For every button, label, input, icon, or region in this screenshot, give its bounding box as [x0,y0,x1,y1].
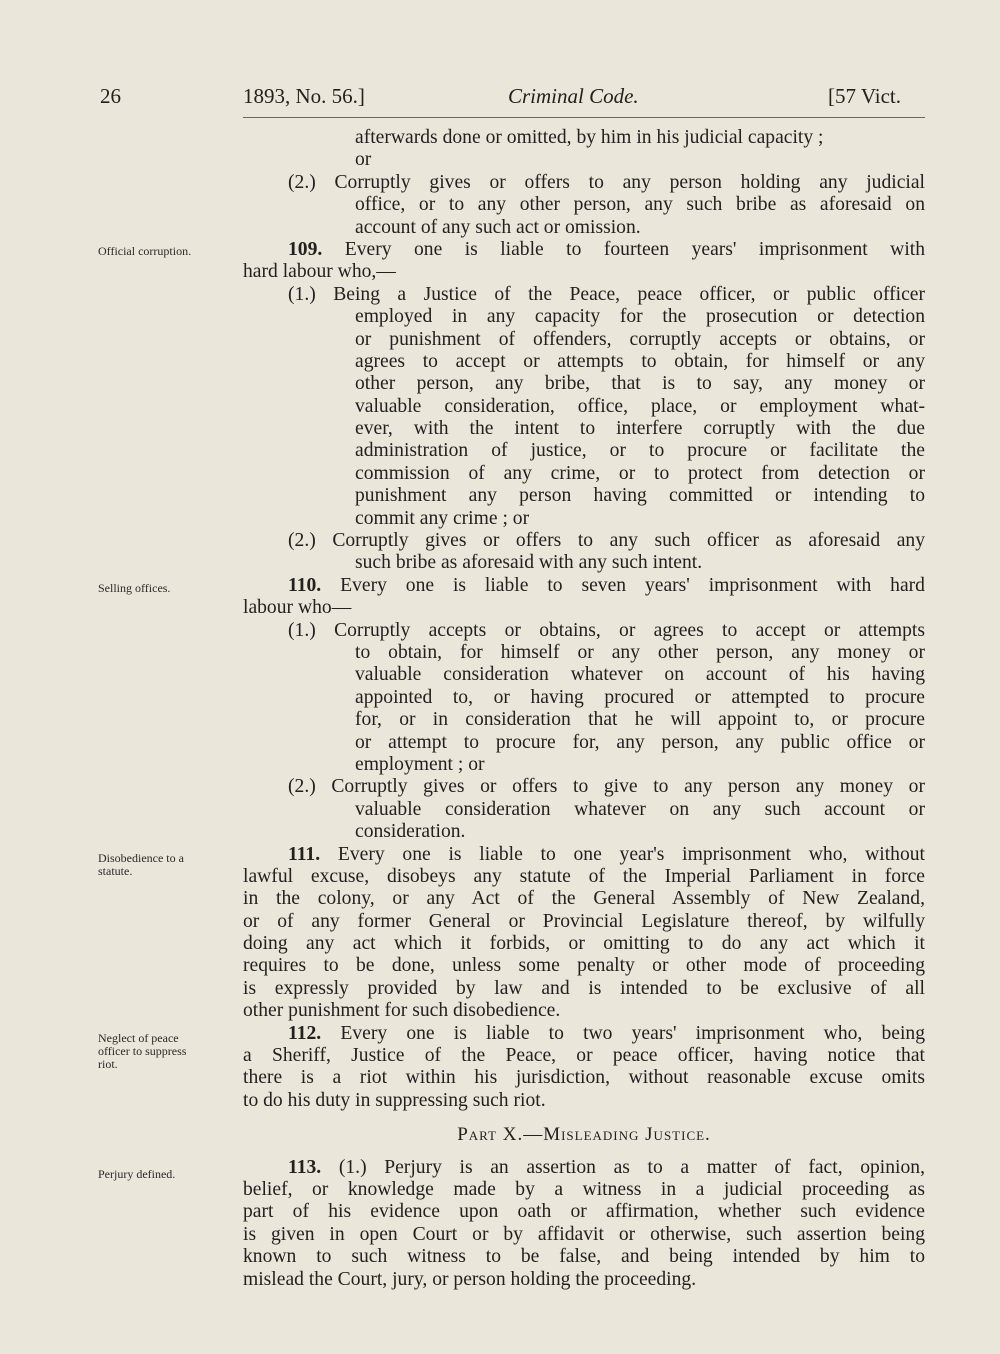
text-line: afterwards done or omitted, by him in his judicial capacity ; [355,127,824,148]
margin-note-neglect [98,1032,228,1071]
text-line: lawful excuse, disobeys any statute of the Imperial Parliament in force [243,865,925,887]
text-line: appointed to, or having procured or attempted to procure [355,686,925,708]
text-line: there is a riot within his jurisdiction, without reasonable excuse omits [243,1067,925,1089]
text-line: part of his evidence upon oath or affirmation, whether such evidence [243,1201,925,1223]
text-line: (1.) Being a Justice of the Peace, peace officer, or public officer [288,283,925,305]
text-line: other person, any bribe, that is to say, any money or [355,373,925,395]
text-line: (2.) Corruptly gives or offers to any such officer as aforesaid any [288,530,925,552]
text-line: such bribe as aforesaid with any such intent. [355,552,703,574]
section-number: 113. [288,1156,322,1178]
text-line: is expressly provided by law and is intended to be exclusive of all [243,977,925,999]
text-line: commission of any crime, or to protect from detection or [355,462,925,484]
text-line: administration of justice, or to procure or facilitate the [355,440,925,462]
section-number: 112. [288,1022,322,1044]
text-line: for, or in consideration that he will appoint to, or procure [355,709,925,731]
section-number: 110. [288,574,322,596]
section-113 [243,1157,925,1179]
text-line: Every one is liable to fourteen years' imprisonment with [344,238,925,260]
text-line: employment ; or [355,753,485,775]
margin-note-disobedience [98,852,228,878]
margin-note-official-corruption: Official corruption. [98,244,192,258]
section-number: 111. [288,843,321,865]
section-109 [243,239,925,261]
text-line: known to such witness to be false, and being intended by him to [243,1246,925,1268]
text-line: account of any such act or omission. [355,216,641,238]
text-line: employed in any capacity for the prosecution or detection [355,306,925,328]
margin-note-selling-offices: Selling offices. [98,581,171,595]
text-line: or punishment of offenders, corruptly accepts or obtains, or [355,328,925,350]
text-line: or attempt to procure for, any person, any public office or [355,731,925,753]
text-line: consideration. [355,821,466,843]
text-line: a Sheriff, Justice of the Peace, or peace officer, having notice that [243,1045,925,1067]
text-line: in the colony, or any Act of the General Assembly of New Zealand, [243,888,925,910]
section-112 [243,1023,925,1045]
text-line: requires to be done, unless some penalty or other mode of proceeding [243,955,925,977]
text-line: doing any act which it forbids, or omitting to do any act which it [243,933,925,955]
text-line: other punishment for such disobedience. [243,1000,561,1022]
margin-note-line: officer to suppress [98,1044,187,1058]
section-110 [243,575,925,597]
page-number: 26 [100,84,121,108]
text-line: office, or to any other person, any such bribe as aforesaid on [355,194,925,216]
text-line: Every one is liable to one year's imprisonment who, without [337,843,925,865]
margin-note-line: riot. [98,1057,118,1071]
text-line: is given in open Court or by affidavit or otherwise, such assertion being [243,1223,925,1245]
text-line: agrees to accept or attempts to obtain, for himself or any [355,350,925,372]
act-reference: 1893, No. 56.] [243,84,365,108]
text-line: hard labour who,— [243,261,396,283]
text-line: ever, with the intent to interfere corruptly with the due [355,418,925,440]
text-line: Every one is liable to two years' imprisonment who, being [340,1022,925,1044]
text-line: or of any former General or Provincial Legislature thereof, by wilfully [243,910,925,932]
text-line: or [355,149,372,171]
text-line: (2.) Corruptly gives or offers to any person holding any judicial [288,171,925,193]
margin-note-line: Neglect of peace [98,1031,179,1045]
text-line: (2.) Corruptly gives or offers to give to any person any money or [288,776,925,798]
text-line: (1.) Corruptly accepts or obtains, or agrees to accept or attempts [288,619,925,641]
text-line: punishment any person having committed or intending to [355,485,925,507]
section-111 [243,844,925,866]
text-line: valuable consideration whatever on account of his having [355,664,925,686]
text-line: commit any crime ; or [355,507,530,529]
running-title: Criminal Code. [508,84,639,108]
text-line: labour who— [243,597,352,619]
body-text [243,127,925,1291]
reign-reference: [57 Vict. [828,84,902,108]
text-line: belief, or knowledge made by a witness in a judicial proceeding as [243,1178,925,1200]
margin-note-line: Disobedience to a [98,851,184,865]
text-line: to obtain, for himself or any other person, any money or [355,641,925,663]
margin-note-perjury: Perjury defined. [98,1167,176,1181]
part-heading: Part X.—Misleading Justice. [457,1124,711,1146]
text-line: valuable consideration, office, place, or employment what- [355,395,925,417]
header-rule [243,117,925,118]
text-line: mislead the Court, jury, or person holding the proceeding. [243,1268,697,1290]
text-line: valuable consideration whatever on any such account or [355,798,925,820]
text-line: (1.) Perjury is an assertion as to a matter of fact, opinion, [338,1156,925,1178]
margin-note-line: statute. [98,864,133,878]
text-line: Every one is liable to seven years' imprisonment with hard [340,574,925,596]
section-number: 109. [288,238,323,260]
text-line: to do his duty in suppressing such riot. [243,1089,546,1111]
